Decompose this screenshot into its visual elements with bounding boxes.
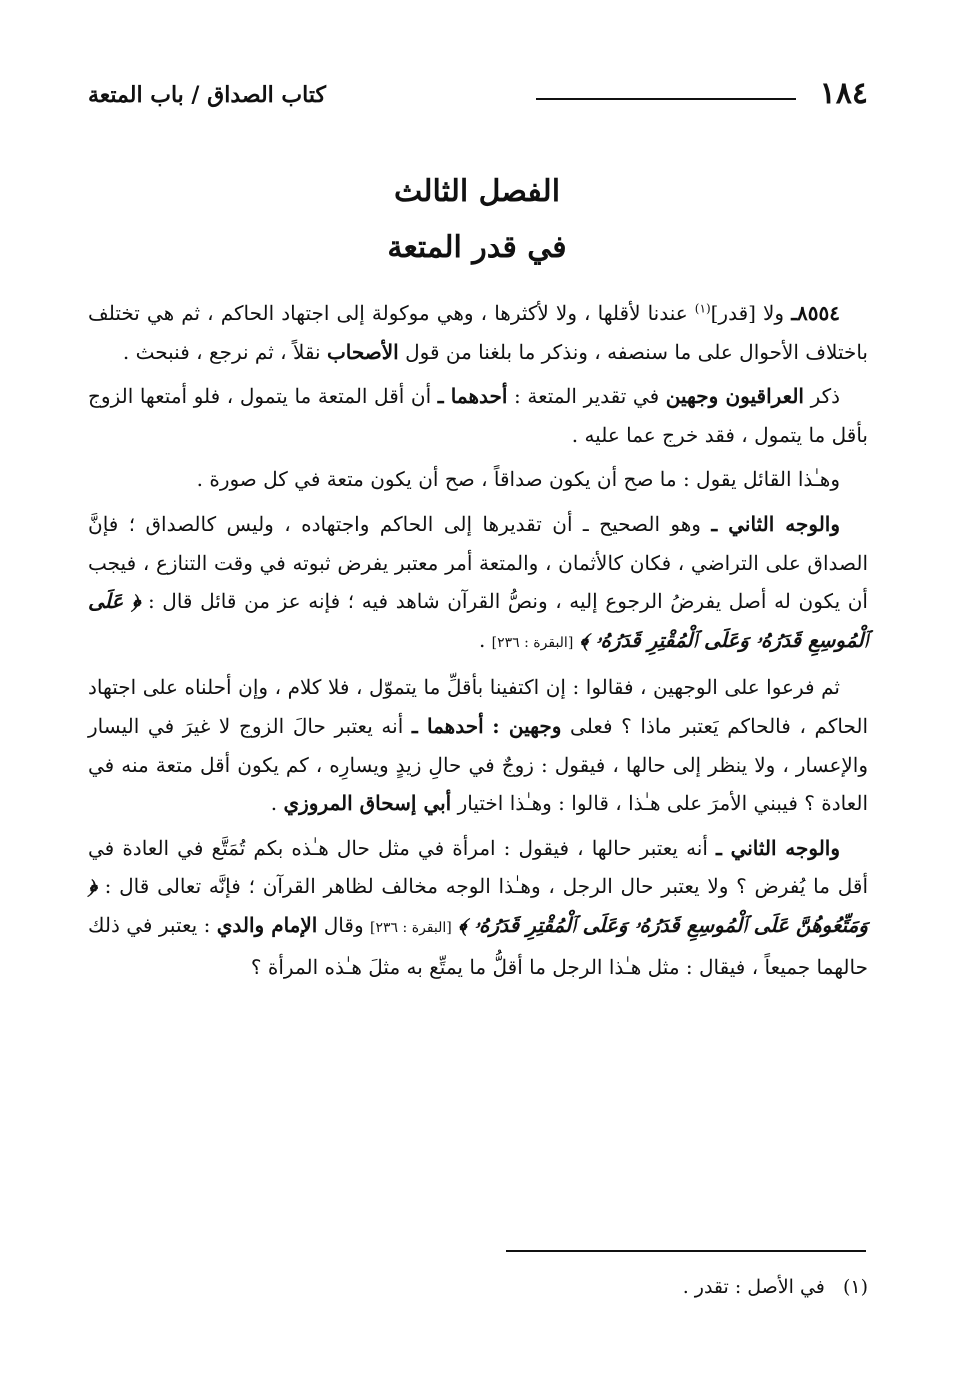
verse-citation: [البقرة : ٢٣٦] — [370, 919, 452, 936]
quran-verse: ﴿ وَمَتِّعُوهُنَّ عَلَى ٱلْمُوسِعِ قَدَرُهُۥ وَعَلَى ٱلْمُقْتِرِ قَدَرُهُۥ ﴾ — [88, 874, 869, 937]
text-run: . — [478, 627, 486, 652]
text-run: : يعتبر في ذلك حالهما جميعاً ، فيقال : مثل هـٰذا الرجل ما أقلُّ ما يمتِّع به مثلَ هـٰذه المرأة ؟ — [88, 912, 868, 979]
text-run: ثم فرعوا على الوجهين ، فقالوا : إن اكتفينا بأقلِّ ما يتموّل ، فلا كلام ، وإن أحلناه على اجتهاد الحاكم ، فالحاكم يَعتبر ماذا ؟ فعلى — [88, 675, 869, 738]
bold-term: والوجه الثاني ـ — [711, 511, 840, 536]
paragraph-6 — [88, 829, 868, 986]
text-run: . — [270, 791, 278, 816]
footnote-reference: (١) — [694, 301, 711, 316]
quran-verse: ﴿ عَلَى ٱلْمُوسِعِ قَدَرُهُۥ وَعَلَى ٱلْمُقْتِرِ قَدَرُهُۥ ﴾ — [88, 589, 868, 652]
text-run: في تقدير المتعة : — [514, 384, 660, 409]
footnote — [88, 1272, 868, 1302]
text-run: عندنا لأقلها ، ولا لأكثرها ، وهي موكولة إلى اجتهاد الحاكم ، ثم هي تختلف باختلاف الأحوال على ما سنصفه ، ونذكر ما بلغنا من قول — [88, 301, 868, 364]
running-title: كتاب الصداق / باب المتعة — [88, 82, 326, 108]
paragraph-1 — [88, 294, 868, 371]
bold-term: وجهين : — [492, 713, 562, 738]
bold-term: الأصحاب — [326, 339, 399, 364]
bold-term: أحدهما ـ — [437, 384, 508, 409]
bold-term: أبي إسحاق المروزي — [283, 791, 452, 816]
chapter-subheading: في قدر المتعة — [387, 230, 567, 265]
text-run: أن أقل المتعة ما يتمول ، فلو أمتعها الزوج بأقل ما يتمول ، فقد خرج عما عليه . — [88, 384, 868, 447]
paragraph-2 — [88, 377, 868, 454]
footnotes — [88, 1272, 868, 1302]
text-run: وقال — [323, 912, 364, 937]
text-run: أنه يعتبر حالها ، فيقول : امرأة في مثل حال هـٰذه بكم تُمَتَّع في العادة في أقل ما يُفرض ؟ ولا يعتبر حال الرجل ، وهـٰذا الوجه مخالف لظاهر القرآن ؛ فإنَّه تعالى قال : — [88, 835, 869, 899]
body-text — [88, 294, 868, 986]
footnote-text: في الأصل : تقدر . — [682, 1276, 825, 1298]
paragraph-3 — [88, 460, 868, 499]
bold-term: أحدهما ـ — [411, 713, 484, 738]
chapter-heading: الفصل الثالث — [393, 174, 561, 209]
verse-citation: [البقرة : ٢٣٦] — [491, 634, 574, 651]
text-run: وهو الصحيح ـ أن تقديرها إلى الحاكم واجتهاده ، وليس كالصداق ؛ فإنَّ الصداق على التراضي ، فكان كالأثمان ، والمتعة أمر معتبر يفرض ثبوته في وقت التنازع ، فيجب أن يكون له أصل يفرضُ الرجوع إليه ، ونصُّ القرآن شاهد فيه ؛ فإنه عز من قائل قال : — [88, 511, 868, 614]
header-rule — [536, 98, 796, 100]
text-run: ذكر — [810, 384, 841, 409]
footnote-marker: (١) — [842, 1276, 868, 1298]
text-run: ولا [قدر] — [710, 301, 785, 325]
footnote-rule — [506, 1250, 866, 1252]
text-run: نقلاً ، ثم نرجع ، فنبحث . — [122, 339, 321, 364]
bold-term: الإمام والدي — [216, 912, 318, 937]
text-run: وهـٰذا القائل يقول : ما صح أن يكون صداقاً ، صح أن يكون متعة في كل صورة . — [196, 467, 840, 492]
paragraph-5 — [88, 668, 868, 822]
paragraph-4 — [88, 505, 868, 662]
page-number: ١٨٤ — [819, 76, 868, 111]
bold-term: العراقيون وجهين — [665, 384, 804, 409]
issue-number: ٨٥٥٤ـ — [791, 301, 841, 325]
running-header — [88, 72, 868, 116]
bold-term: والوجه الثاني ـ — [716, 835, 841, 860]
text-run: أنه يعتبر حالَ الزوج لا غيرَ في اليسار والإعسار ، ولا ينظر إلى حالها ، فيقول : زوجٌ في حالِ زيدٍ ويسارِه ، كم يكون أقل متعة منه في العادة ؟ فيبني الأمرَ على هـٰذا ، قالوا : وهـٰذا اختيار — [88, 713, 868, 816]
